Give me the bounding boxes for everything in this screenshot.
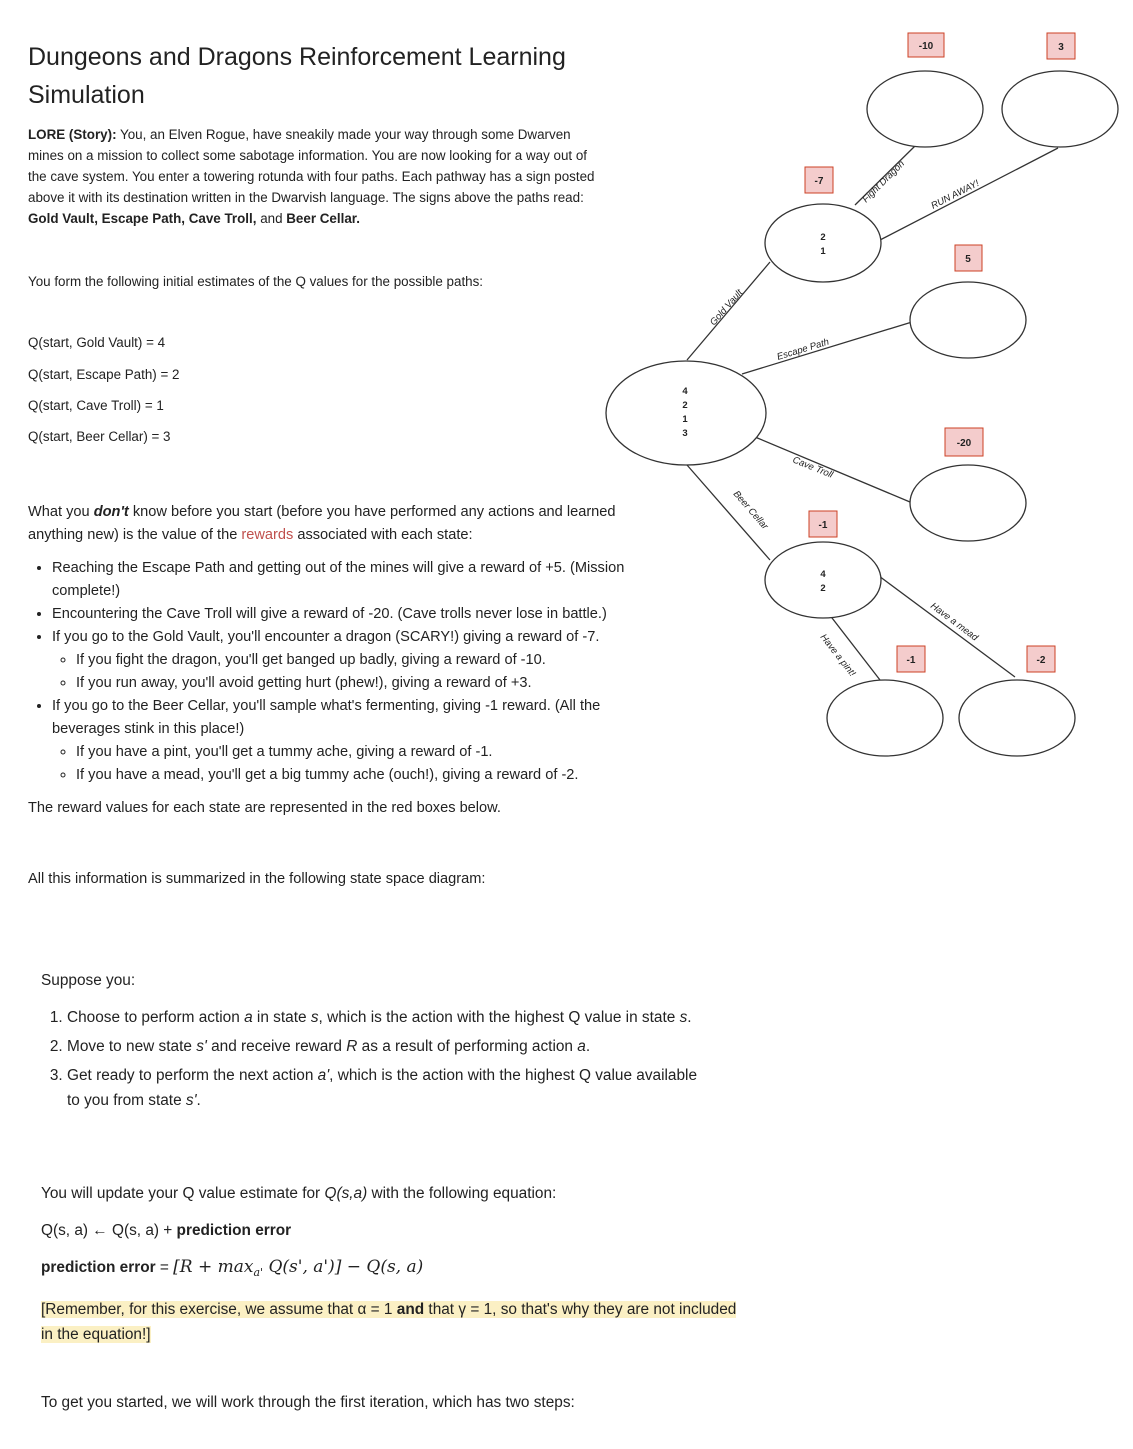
start-value: 1 <box>682 414 688 425</box>
label-beer-cellar: Beer Cellar <box>730 488 771 532</box>
reward-gold: -7 <box>814 176 824 187</box>
start-value: 3 <box>682 428 688 439</box>
node-have-mead <box>959 680 1075 756</box>
reward-escape: 5 <box>965 254 971 265</box>
reward-box-troll <box>945 428 983 456</box>
q-value-troll: Q(start, Cave Troll) = 1 <box>28 398 164 413</box>
label-fight-dragon: Fight Dragon <box>860 158 907 206</box>
node-start <box>606 361 766 465</box>
step-var: s <box>310 1009 319 1026</box>
formula: [R + max <box>173 1257 254 1277</box>
list-item: ◦ If you run away, you'll avoid getting hurt (phew!), giving a reward of +3. <box>76 672 668 695</box>
estimates-intro: You form the following initial estimates of the Q values for the possible paths: <box>28 274 484 289</box>
beer-value: 2 <box>820 583 826 594</box>
q-value-beer: Q(start, Beer Cellar) = 3 <box>28 429 171 444</box>
pe-eq: = <box>155 1259 174 1276</box>
reward-box-mead <box>1027 646 1055 672</box>
list-item: • Encountering the Cave Troll will give a reward of -20. (Cave trolls never lose in battle.) <box>52 603 668 626</box>
label-have-pint: Have a pint! <box>817 632 858 679</box>
step-text: Choose to perform action <box>67 1009 245 1026</box>
node-escape-path <box>910 282 1026 358</box>
reward-troll: -20 <box>956 438 972 449</box>
step-text: Get ready to perform the next action <box>67 1067 318 1084</box>
lore-label: LORE (Story): <box>28 127 117 142</box>
step-var: a' <box>317 1067 330 1084</box>
reward-box-fight <box>908 33 944 57</box>
pe-label: prediction error <box>41 1259 156 1276</box>
lore-text: You, an Elven Rogue, have sneakily made your way through some Dwarven mines on a mission to collect some sabotage information. You are now looking for a way out of the cave system. You enter a towering rotunda with four paths. Each pathway has a sign posted above it with its destination written in the Dwarvish language. The signs above the paths read: <box>28 127 595 205</box>
node-have-pint <box>827 680 943 756</box>
equation-text: Q(s, a) ← Q(s, a) + <box>41 1222 177 1239</box>
step-text: . <box>585 1038 591 1055</box>
step-var: R <box>346 1038 358 1055</box>
node-fight-dragon <box>867 71 983 147</box>
step-text: . <box>687 1009 692 1026</box>
list-item: ◦ If you have a pint, you'll get a tummy ache, giving a reward of -1. <box>76 741 668 764</box>
unknown-mid: know before you start (before you have performed any actions and learned anything new) is the value of the <box>28 504 616 543</box>
reward-mead: -2 <box>1036 655 1046 666</box>
label-have-mead: Have a mead <box>928 600 980 644</box>
step-text: , which is the action with the highest Q value in state <box>318 1009 680 1026</box>
step-var: s <box>679 1009 688 1026</box>
rewards-word: rewards <box>241 527 294 543</box>
update-text: with the following equation: <box>367 1185 557 1202</box>
list-item: ◦ If you have a mead, you'll get a big tummy ache (ouch!), giving a reward of -2. <box>76 764 668 787</box>
formula-rest: Q(s', a')] − Q(s, a) <box>263 1257 424 1277</box>
remember-and: and <box>396 1301 425 1319</box>
title-line-2: Simulation <box>28 81 145 109</box>
summary-note: All this information is summarized in the following state space diagram: <box>28 871 486 887</box>
start-value: 4 <box>682 386 688 397</box>
edge-have-mead <box>875 573 1015 677</box>
node-gold-vault <box>765 204 881 282</box>
list-item: ◦ If you fight the dragon, you'll get banged up badly, giving a reward of -10. <box>76 649 668 672</box>
step-text: as a result of performing action <box>357 1038 578 1055</box>
list-item: • Reaching the Escape Path and getting out of the mines will give a reward of +5. (Mission complete!) <box>52 557 668 603</box>
label-escape-path: Escape Path <box>775 336 831 363</box>
lore-and: and <box>256 211 287 226</box>
reward-box-beer <box>809 511 837 537</box>
lore-paths-2: Beer Cellar. <box>286 211 360 226</box>
gold-value: 2 <box>820 232 826 243</box>
remember-text: that γ = 1, so that's why they are not included in the equation!] <box>41 1301 737 1344</box>
q-value-escape: Q(start, Escape Path) = 2 <box>28 367 180 382</box>
update-text: You will update your Q value estimate for <box>41 1185 325 1202</box>
node-cave-troll <box>910 465 1026 541</box>
reward-beer: -1 <box>818 520 828 531</box>
title-line-1: Dungeons and Dragons Reinforcement Learning <box>28 43 566 71</box>
label-cave-troll: Cave Troll <box>790 454 835 481</box>
started-note: To get you started, we will work through the first iteration, which has two steps: <box>41 1394 575 1411</box>
reward-box-pint <box>897 646 925 672</box>
node-run-away <box>1002 71 1118 147</box>
bullet-text: If you go to the Beer Cellar, you'll sample what's fermenting, giving -1 reward. (All the beverages stink in this place!) <box>52 698 601 737</box>
reward-fight: -10 <box>918 41 934 52</box>
reward-run: 3 <box>1058 42 1064 53</box>
reward-note: The reward values for each state are represented in the red boxes below. <box>28 800 501 816</box>
update-q: Q(s,a) <box>324 1185 368 1202</box>
step-text: . <box>196 1092 201 1109</box>
unknown-post: associated with each state: <box>293 527 473 543</box>
reward-box-escape <box>955 245 982 271</box>
step-text: and receive reward <box>206 1038 347 1055</box>
step-text: , which is the action with the highest Q value available to you from state <box>67 1067 698 1109</box>
reward-box-run <box>1047 33 1075 59</box>
step-var: a <box>577 1038 586 1055</box>
step-text: Move to new state <box>67 1038 197 1055</box>
suppose-heading: Suppose you: <box>41 972 136 989</box>
unknown-em: don't <box>93 504 129 520</box>
label-gold-vault: Gold Vault <box>707 287 746 328</box>
node-beer-cellar <box>765 542 881 618</box>
remember-text: [Remember, for this exercise, we assume that α = 1 <box>41 1301 397 1319</box>
reward-box-gold <box>805 167 833 193</box>
step-var: s' <box>185 1092 197 1109</box>
q-value-gold: Q(start, Gold Vault) = 4 <box>28 335 166 350</box>
start-value: 2 <box>682 400 688 411</box>
step-text: in state <box>252 1009 311 1026</box>
equation-bold: prediction error <box>176 1222 292 1239</box>
step-var: a <box>244 1009 253 1026</box>
step-var: s' <box>196 1038 207 1055</box>
gold-value: 1 <box>820 246 826 257</box>
unknown-pre: What you <box>28 504 94 520</box>
bullet-text: If you go to the Gold Vault, you'll encounter a dragon (SCARY!) giving a reward of -7. <box>52 629 600 645</box>
label-run-away: RUN AWAY! <box>929 178 982 212</box>
formula-sub: a' <box>253 1266 264 1280</box>
lore-paths-1: Gold Vault, Escape Path, Cave Troll, <box>28 211 257 226</box>
beer-value: 4 <box>820 569 826 580</box>
reward-pint: -1 <box>906 655 916 666</box>
